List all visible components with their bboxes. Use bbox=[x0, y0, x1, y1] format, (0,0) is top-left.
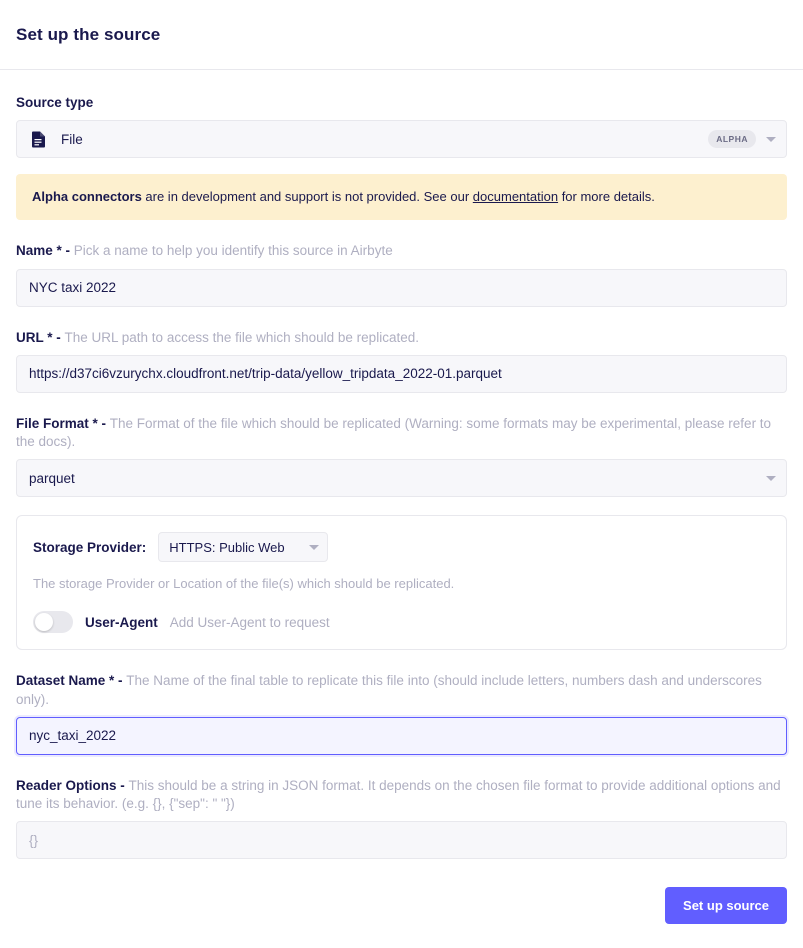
reader-options-input[interactable]: {} bbox=[16, 821, 787, 859]
chevron-down-icon bbox=[309, 545, 319, 550]
form-body bbox=[0, 70, 803, 859]
alpha-callout-strong: Alpha connectors bbox=[32, 189, 142, 205]
dataset-name-section bbox=[16, 672, 787, 754]
storage-provider-panel bbox=[16, 515, 787, 650]
source-type-select[interactable] bbox=[16, 120, 787, 158]
file-format-description: The Format of the file which should be replicated (Warning: some formats may be experimental, please refer to the docs). bbox=[16, 415, 772, 450]
storage-provider-description: The storage Provider or Location of the file(s) which should be replicated. bbox=[33, 576, 455, 592]
reader-options-section bbox=[16, 777, 787, 859]
url-input[interactable]: https://d37ci6vzurychx.cloudfront.net/trip-data/yellow_tripdata_2022-01.parquet bbox=[16, 355, 787, 393]
dataset-name-label-text: Dataset Name * - bbox=[16, 673, 127, 689]
url-label-text: URL * - bbox=[16, 329, 65, 345]
source-type-value: File bbox=[61, 131, 83, 147]
user-agent-label: User-Agent bbox=[85, 614, 158, 630]
alpha-callout bbox=[16, 174, 787, 220]
dataset-name-label bbox=[16, 672, 787, 708]
name-label-text: Name * - bbox=[16, 243, 74, 259]
form-footer bbox=[0, 887, 803, 948]
set-up-source-button[interactable]: Set up source bbox=[665, 887, 787, 924]
alpha-badge: ALPHA bbox=[708, 130, 756, 148]
source-type-section bbox=[16, 94, 787, 158]
file-format-select[interactable] bbox=[16, 459, 787, 497]
alpha-callout-text-after: for more details. bbox=[558, 189, 655, 205]
storage-provider-label: Storage Provider: bbox=[33, 539, 147, 555]
file-format-value: parquet bbox=[29, 470, 75, 486]
file-document-icon bbox=[29, 129, 49, 149]
url-description: The URL path to access the file which should be replicated. bbox=[64, 329, 419, 345]
name-input[interactable]: NYC taxi 2022 bbox=[16, 269, 787, 307]
toggle-knob bbox=[35, 613, 53, 631]
file-format-label-text: File Format * - bbox=[16, 415, 110, 431]
url-section bbox=[16, 329, 787, 393]
storage-provider-value: HTTPS: Public Web bbox=[169, 539, 285, 555]
documentation-link[interactable]: documentation bbox=[472, 189, 559, 205]
page-header bbox=[0, 0, 803, 70]
source-type-label: Source type bbox=[16, 95, 94, 110]
alpha-callout-text-before: are in development and support is not provided. See our bbox=[141, 189, 473, 205]
dataset-name-input[interactable]: nyc_taxi_2022 bbox=[16, 717, 787, 755]
page-title: Set up the source bbox=[16, 24, 161, 44]
reader-options-label bbox=[16, 777, 787, 813]
reader-options-description: This should be a string in JSON format. It depends on the chosen file format to provide additional options and tune its behavior. (e.g. {}, {"sep": " "}) bbox=[16, 777, 781, 811]
dataset-name-description: The Name of the final table to replicate this file into (should include letters, numbers dash and underscores only). bbox=[16, 673, 762, 707]
storage-provider-row bbox=[33, 532, 770, 562]
file-format-label bbox=[16, 415, 787, 451]
chevron-down-icon bbox=[766, 137, 776, 142]
user-agent-row bbox=[33, 611, 770, 633]
user-agent-toggle[interactable] bbox=[33, 611, 73, 633]
storage-provider-select[interactable] bbox=[158, 532, 328, 562]
reader-options-label-text: Reader Options - bbox=[16, 777, 129, 793]
url-label bbox=[16, 329, 787, 347]
user-agent-description: Add User-Agent to request bbox=[169, 614, 330, 630]
file-format-section bbox=[16, 415, 787, 497]
chevron-down-icon bbox=[766, 476, 776, 481]
name-description: Pick a name to help you identify this source in Airbyte bbox=[73, 243, 393, 259]
name-label bbox=[16, 242, 787, 260]
name-section bbox=[16, 242, 787, 306]
